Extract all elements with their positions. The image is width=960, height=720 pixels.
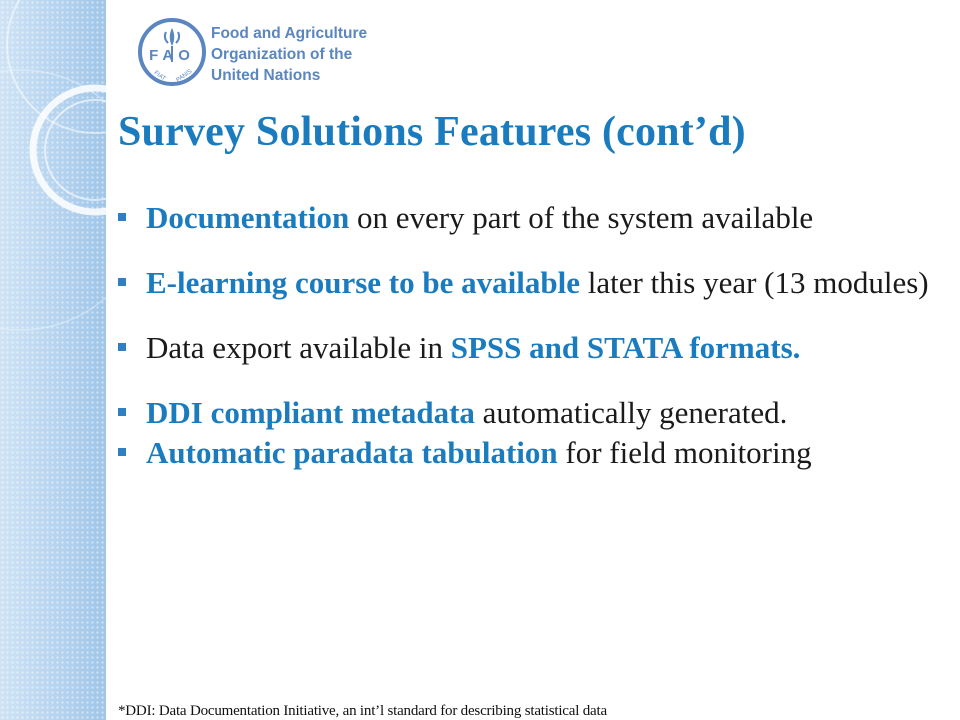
logo-motto-left: FIAT (152, 70, 167, 83)
bullet-prefix: Data export available in (146, 330, 451, 365)
bullet-data-export (118, 328, 940, 368)
bullet-highlight: DDI compliant metadata (146, 395, 475, 430)
logo-letters: FAO (149, 47, 195, 64)
bullet-e-learning (118, 263, 940, 303)
decorative-sidebar (0, 0, 106, 720)
org-name-line-3: United Nations (211, 67, 321, 84)
bullet-highlight: SPSS and STATA formats. (450, 330, 801, 365)
bullet-square-icon (118, 343, 126, 351)
bullet-highlight: E-learning course to be available (146, 265, 580, 300)
org-name-line-1: Food and Agriculture (211, 25, 368, 42)
fao-emblem-icon (136, 16, 208, 88)
bullet-square-icon (118, 278, 126, 286)
bullet-text: later this year (13 modules) (579, 265, 929, 300)
fao-logo (136, 16, 386, 88)
bullet-highlight: Documentation (146, 200, 350, 235)
bullet-highlight: Automatic paradata tabulation (146, 435, 558, 470)
bullet-ddi-metadata (118, 393, 940, 433)
bullet-square-icon (118, 408, 126, 416)
bullet-paradata (118, 433, 940, 473)
org-name-line-2: Organization of the (211, 46, 353, 63)
bullet-text: automatically generated. (474, 395, 788, 430)
logo-motto-right: PANIS (175, 68, 194, 84)
slide-title: Survey Solutions Features (cont’d) (118, 109, 746, 155)
bullet-documentation (118, 198, 940, 238)
bullet-square-icon (118, 213, 126, 221)
footnote: *DDI: Data Documentation Initiative, an int’l standard for describing statistical data (118, 703, 607, 719)
bullet-text: on every part of the system available (349, 200, 814, 235)
decorative-circles (0, 0, 106, 720)
feature-list (118, 198, 940, 473)
bullet-text: for field monitoring (557, 435, 812, 470)
organization-name (211, 23, 367, 86)
bullet-square-icon (118, 448, 126, 456)
